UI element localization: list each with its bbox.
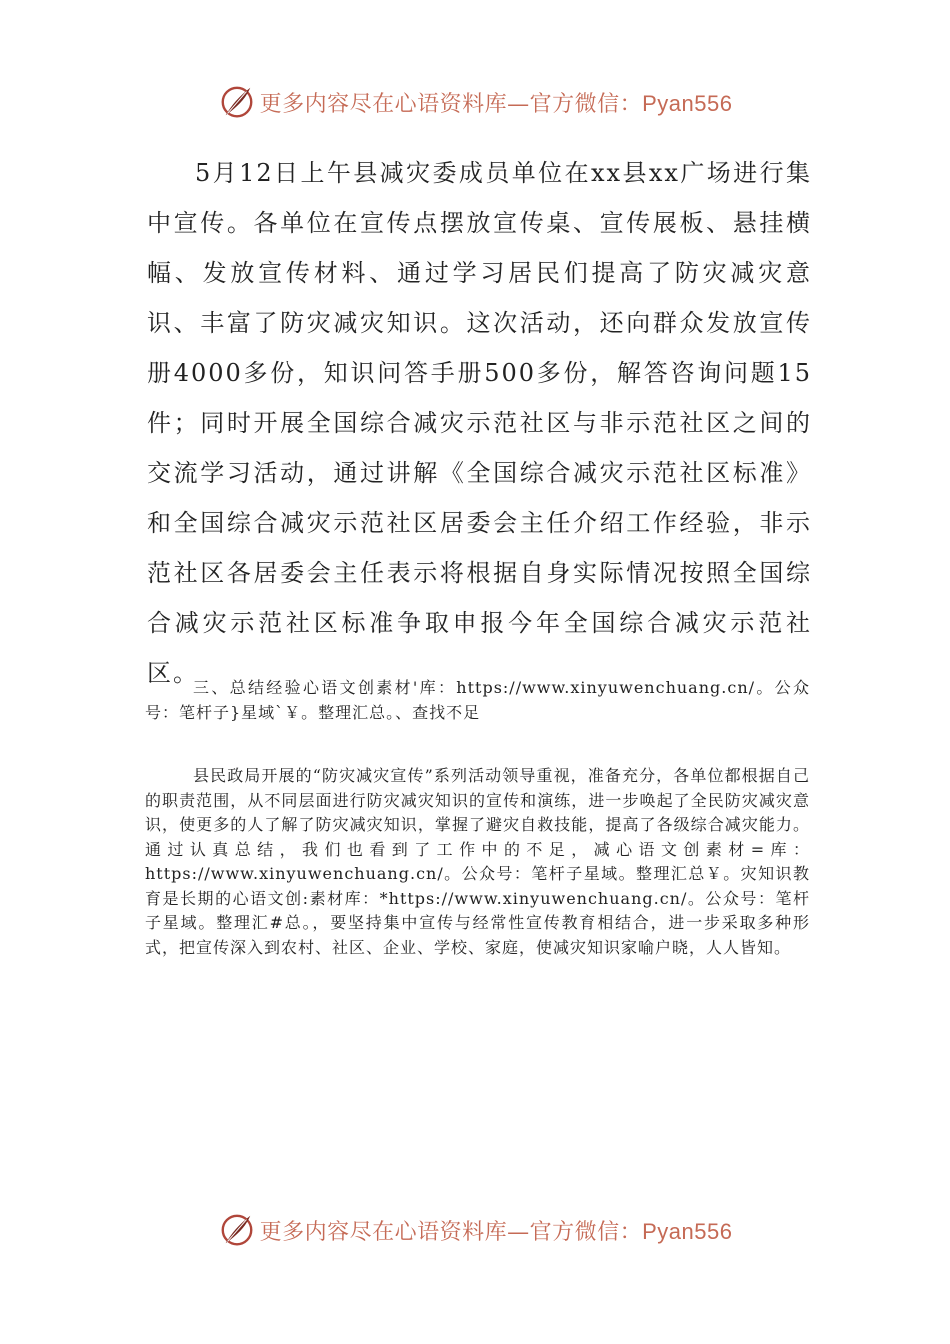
banner-text: 更多内容尽在心语资料库—官方微信：Pyan556 bbox=[259, 90, 733, 117]
activity-paragraph: 5月12日上午县减灾委成员单位在xx县xx广场进行集中宣传。各单位在宣传点摆放宣传桌、宣传展板、悬挂横幅、发放宣传材料、通过学习居民们提高了防灾减灾意识、丰富了防灾减灾知识。这次活动，还向群众发放宣传册4000多份，知识问答手册500多份，解答咨询问题15件；同时开展全国综合减灾示范社区与非示范社区之间的交流学习活动，通过讲解《全国综合减灾示范社区标准》和全国综合减灾示范社区居委会主任介绍工作经验，非示范社区各居委会主任表示将根据自身实际情况按照全国综合减灾示范社区标准争取申报今年全国综合减灾示范社区。 bbox=[147, 159, 812, 687]
quill-logo-icon bbox=[218, 1211, 256, 1249]
summary-paragraph: 县民政局开展的“防灾减灾宣传”系列活动领导重视，准备充分，各单位都根据自己的职责范围，从不同层面进行防灾减灾知识的宣传和演练，进一步唤起了全民防灾减灾意识，使更多的人了解了防灾减灾知识，掌握了避灾自救技能，提高了各级综合减灾能力。通过认真总结，我们也看到了工作中的不足，减心语文创素材=库：https://www.xinyuwenchuang.cn/。公众号：笔杆子星域。整理汇总￥。灾知识教育是长期的心语文创:素材库：*https://www.xinyuwenchuang.cn/。公众号：笔杆子星域。整理汇#总。，要坚持集中宣传与经常性宣传教育相结合，进一步采取多种形式，把宣传深入到农村、社区、企业、学校、家庭，使减灾知识家喻户晓，人人皆知。 bbox=[145, 766, 810, 957]
quill-logo-icon bbox=[218, 83, 256, 121]
footer-banner bbox=[0, 1208, 950, 1252]
banner-text: 更多内容尽在心语资料库—官方微信：Pyan556 bbox=[259, 1218, 733, 1245]
section-three-heading: 三、总结经验心语文创素材'库：https://www.xinyuwenchuang.cn/。公众号：笔杆子}星域`￥。整理汇总。、查找不足 bbox=[145, 678, 810, 722]
header-banner bbox=[0, 80, 950, 124]
